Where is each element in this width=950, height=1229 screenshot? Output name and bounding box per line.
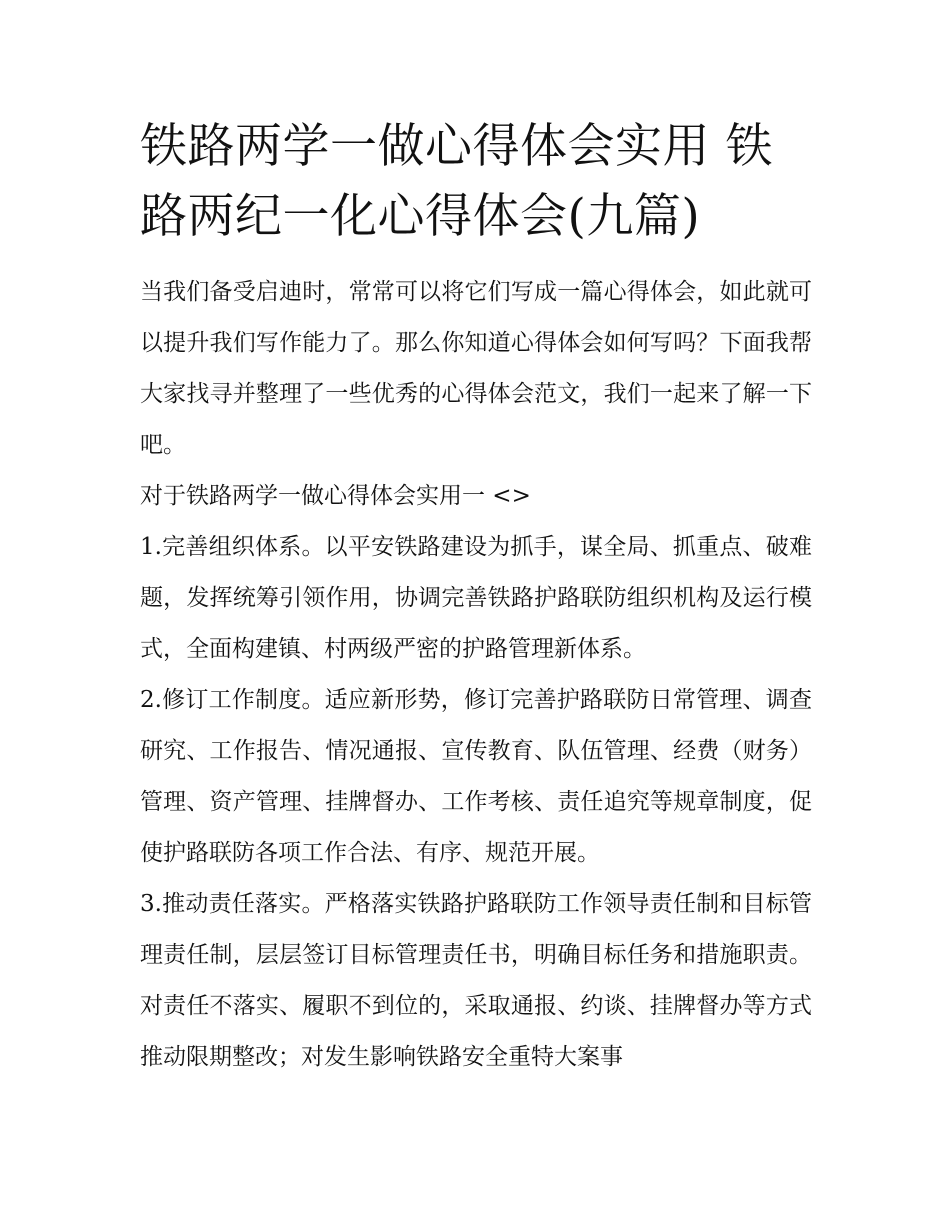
paragraph-item-2: 2.修订工作制度。适应新形势，修订完善护路联防日常管理、调查研究、工作报告、情况通报、宣传教育、队伍管理、经费（财务）管理、资产管理、挂牌督办、工作考核、责任追究等规章制度，促使护路联防各项工作合法、有序、规范开展。 [140, 687, 812, 866]
document-title: 铁路两学一做心得体会实用 铁路两纪一化心得体会(九篇) [140, 119, 773, 244]
paragraph-item-1: 1.完善组织体系。以平安铁路建设为抓手，谋全局、抓重点、破难题，发挥统筹引领作用，协调完善铁路护路联防组织机构及运行模式，全面构建镇、村两级严密的护路管理新体系。 [140, 534, 812, 662]
intro-paragraph: 当我们备受启迪时，常常可以将它们写成一篇心得体会，如此就可以提升我们写作能力了。那么你知道心得体会如何写吗？下面我帮大家找寻并整理了一些优秀的心得体会范文，我们一起来了解一下吧。 [140, 279, 812, 458]
section-heading: 对于铁路两学一做心得体会实用一 <> [140, 483, 531, 509]
paragraph-item-3: 3.推动责任落实。严格落实铁路护路联防工作领导责任制和目标管理责任制，层层签订目标管理责任书，明确目标任务和措施职责。对责任不落实、履职不到位的，采取通报、约谈、挂牌督办等方式推动限期整改；对发生影响铁路安全重特大案事 [140, 891, 812, 1070]
document-page [140, 112, 812, 1083]
